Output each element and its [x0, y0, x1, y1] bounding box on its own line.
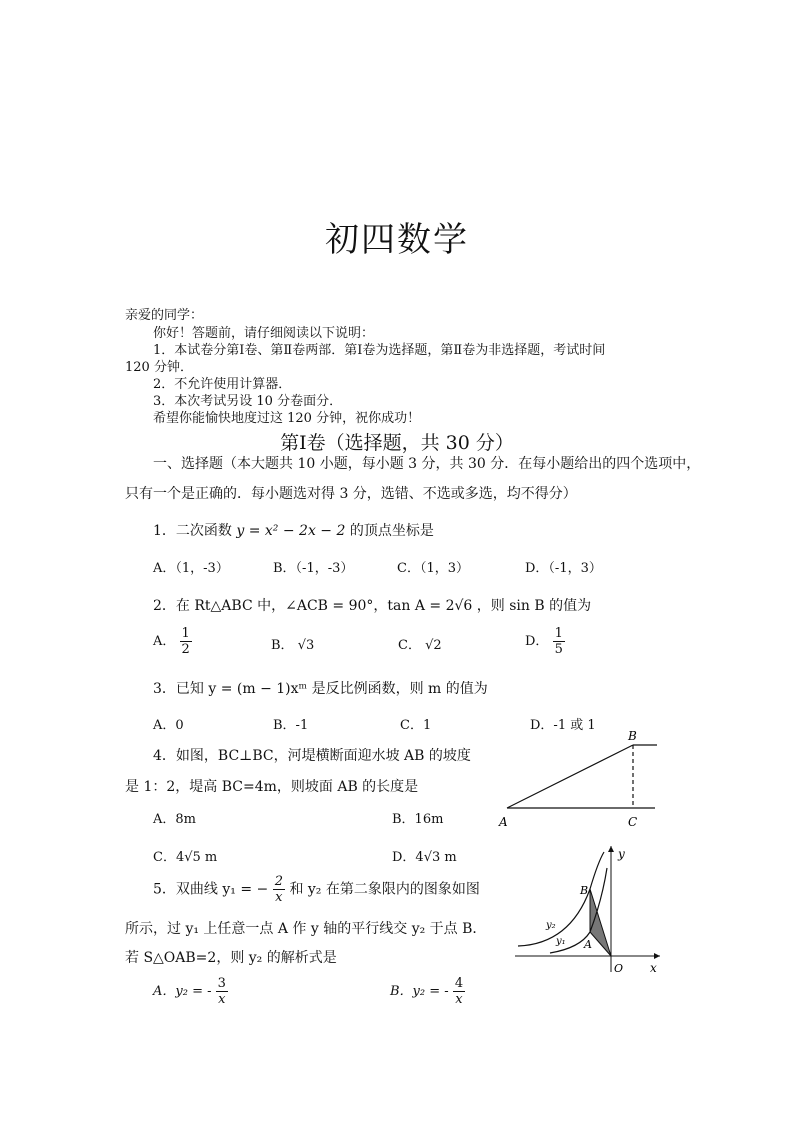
q5-option-b-pre: B．y₂ = -	[390, 984, 449, 999]
question-4-line2: 是 1：2，堤高 BC=4m，则坡面 AB 的长度是	[125, 779, 419, 795]
label-a: A	[584, 938, 592, 951]
q2-option-a[interactable]	[153, 626, 192, 657]
q4-option-c[interactable]: C．4√5 m	[153, 850, 218, 865]
q2-option-c-value: √2	[425, 638, 442, 653]
q1-expr: y = x² − 2x − 2	[236, 523, 346, 539]
label-b: B	[580, 884, 589, 897]
y-axis-arrow-icon	[608, 846, 614, 852]
question-5-line1	[153, 874, 480, 905]
q5-numerator: 2	[274, 874, 283, 889]
q1-option-b[interactable]: B．（-1，-3）	[273, 561, 354, 576]
label-y2: y₂	[546, 920, 556, 931]
label-y: y	[618, 847, 625, 861]
intro-line4: 3．本次考试另设 10 分卷面分．	[153, 394, 343, 409]
q1-option-c[interactable]: C．（1，3）	[397, 561, 469, 576]
question-1	[153, 520, 434, 540]
section-title: 第Ⅰ卷（选择题，共 30 分）	[280, 432, 514, 454]
section-instruction-a: 一、选择题（本大题共 10 小题，每小题 3 分，共 30 分．在每小题给出的四个选项中，	[153, 456, 701, 472]
q5-option-a[interactable]	[153, 976, 228, 1007]
q2-a-denominator: 2	[181, 642, 190, 657]
label-c: C	[628, 815, 638, 829]
q2-option-a-label: A．	[153, 634, 176, 649]
q4-option-a[interactable]: A．8m	[153, 812, 196, 827]
q4-option-d[interactable]: D．4√3 m	[392, 850, 457, 865]
label-y1: y₁	[556, 936, 566, 947]
question-5-line3: 若 S△OAB=2，则 y₂ 的解析式是	[125, 950, 337, 966]
q4-option-b[interactable]: B．16m	[392, 812, 444, 827]
q5-b-numerator: 4	[454, 976, 464, 991]
q2-option-b-value: √3	[297, 638, 315, 653]
intro-line5: 希望你能愉快地度过这 120 分钟，祝你成功！	[153, 411, 421, 426]
intro-greeting: 亲爱的同学：	[125, 308, 204, 323]
slope-ab	[507, 745, 633, 808]
slope-figure	[495, 728, 665, 833]
q5-a-numerator: 3	[217, 976, 226, 991]
intro-line3: 2．不允许使用计算器．	[153, 377, 292, 392]
label-o: O	[614, 962, 624, 975]
q3-option-a[interactable]: A．0	[153, 718, 184, 733]
q5-line1-pre: 5．双曲线 y₁ = −	[153, 881, 269, 898]
page-title: 初四数学	[325, 220, 469, 260]
intro-line2a: 1．本试卷分第Ⅰ卷、第Ⅱ卷两部．第Ⅰ卷为选择题，第Ⅱ卷为非选择题，考试时间	[153, 343, 606, 358]
q1-option-a[interactable]: A．（1，-3）	[153, 561, 229, 576]
label-x: x	[650, 961, 657, 975]
question-3: 3．已知 y = (m − 1)xᵐ 是反比例函数，则 m 的值为	[153, 681, 488, 697]
q2-option-c[interactable]	[398, 634, 442, 653]
q2-option-d-label: D．	[525, 634, 549, 649]
q1-tail: 的顶点坐标是	[349, 523, 434, 539]
q5-line1-post: 和 y₂ 在第二象限内的图象如图	[289, 881, 480, 898]
q5-option-b[interactable]	[390, 976, 465, 1007]
q2-option-b-label: B．	[271, 638, 294, 653]
question-5-line2: 所示，过 y₁ 上任意一点 A 作 y 轴的平行线交 y₂ 于点 B．	[125, 921, 487, 937]
q3-option-d[interactable]: D．-1 或 1	[530, 718, 596, 733]
intro-line1: 你好！答题前，请仔细阅读以下说明：	[153, 326, 375, 341]
q3-option-c[interactable]: C．1	[400, 718, 432, 733]
q1-num: 1．二次函数	[153, 523, 232, 539]
q5-b-denominator: x	[455, 992, 463, 1007]
q2-d-denominator: 5	[554, 642, 563, 657]
label-a: A	[499, 815, 508, 829]
q2-d-numerator: 1	[554, 626, 563, 641]
question-4-line1: 4．如图，BC⊥BC，河堤横断面迎水坡 AB 的坡度	[153, 748, 471, 764]
q5-option-a-pre: A．y₂ = -	[153, 984, 212, 999]
hyperbola-figure	[510, 840, 670, 980]
section-instruction-b: 只有一个是正确的．每小题选对得 3 分，选错、不选或多选，均不得分）	[125, 486, 577, 502]
x-axis-arrow-icon	[654, 953, 660, 959]
q2-option-c-label: C．	[398, 638, 421, 653]
q2-a-numerator: 1	[181, 626, 190, 641]
q3-option-b[interactable]: B．-1	[273, 718, 309, 733]
q5-a-denominator: x	[218, 992, 226, 1007]
intro-line2b: 120 分钟．	[125, 360, 193, 375]
q2-option-d[interactable]	[525, 626, 565, 657]
question-2: 2．在 Rt△ABC 中，∠ACB = 90°，tan A = 2√6 ，则 sin B 的值为	[153, 598, 592, 614]
q2-option-b[interactable]	[271, 634, 314, 653]
label-b: B	[628, 729, 637, 743]
q5-denominator: x	[275, 890, 283, 905]
q1-option-d[interactable]: D．（-1，3）	[525, 561, 602, 576]
